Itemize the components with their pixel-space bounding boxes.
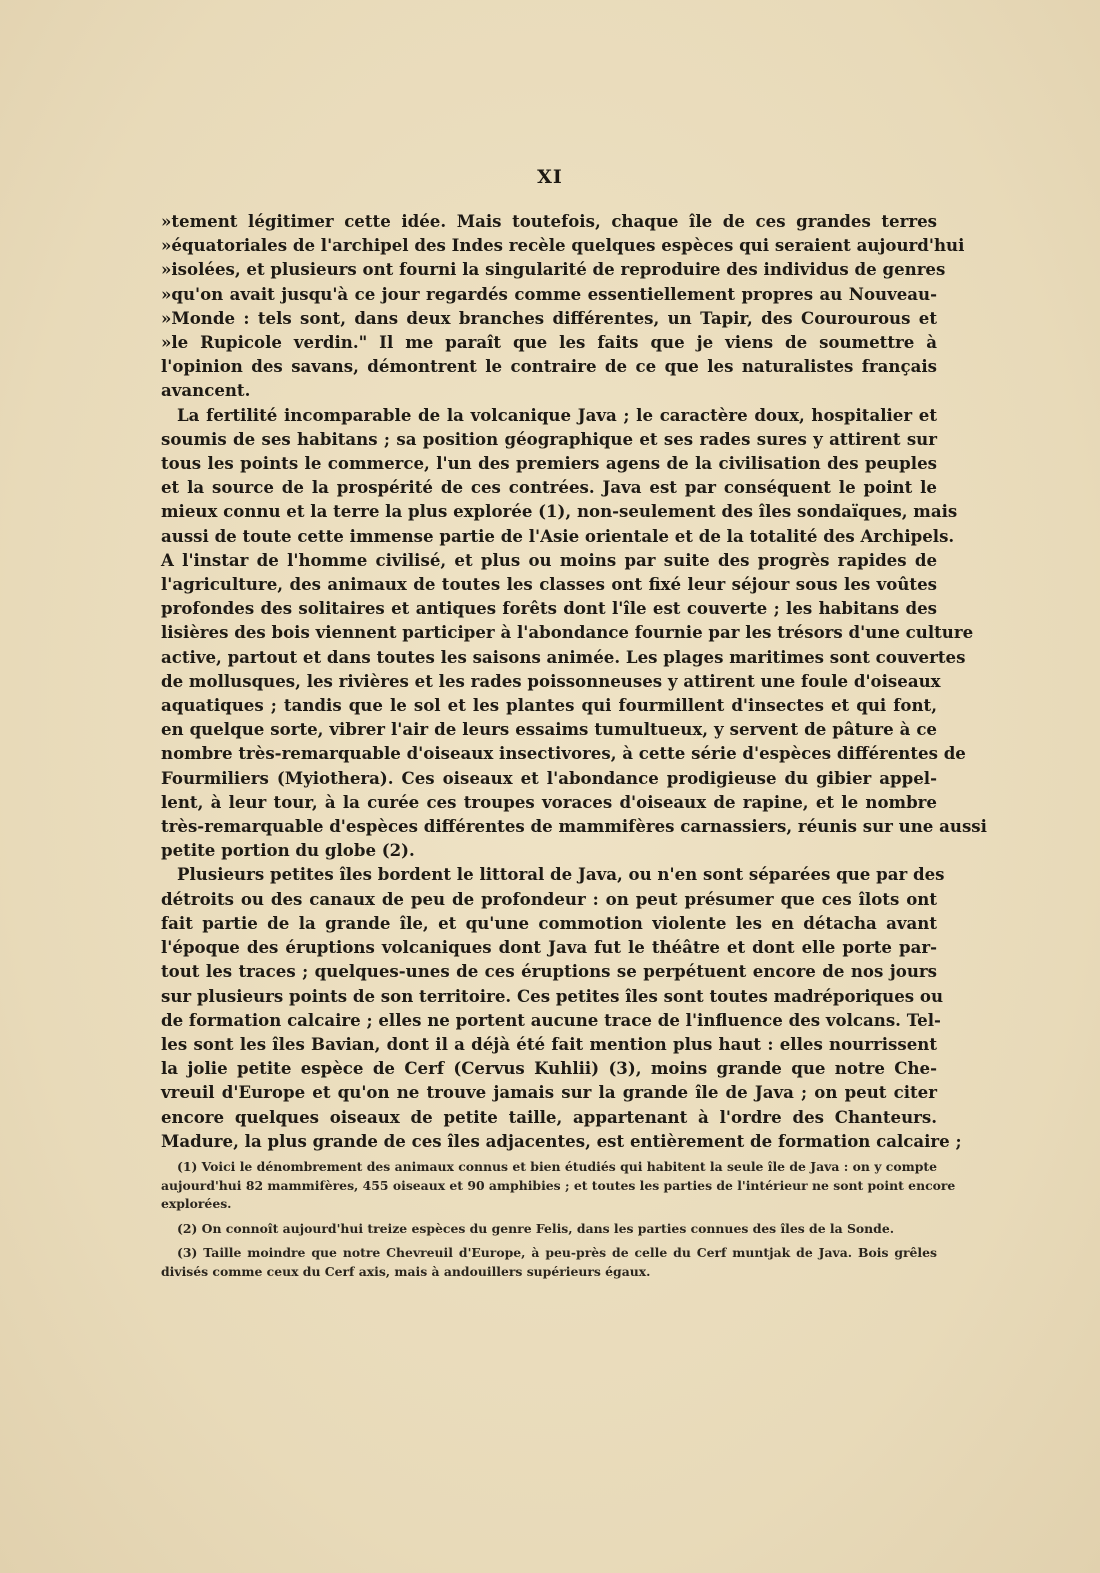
text-line: petite portion du globe (2). [161,840,415,861]
text-line: profondes des solitaires et antiques forêts dont l'île est couverte ; les habitans des [161,598,937,619]
text-line: mieux connu et la terre la plus explorée (1), non-seulement des îles sondaïques, mais [161,501,958,522]
text-line: lisières des bois viennent participer à l'abondance fournie par les trésors d'une culture [161,622,974,643]
text-line: détroits ou des canaux de peu de profondeur : on peut présumer que ces îlots ont [161,888,937,909]
text-line: vreuil d'Europe et qu'on ne trouve jamais sur la grande île de Java ; on peut citer [161,1082,937,1103]
text-line: de formation calcaire ; elles ne portent aucune trace de l'influence des volcans. Tel- [161,1009,941,1030]
text-line: les sont les îles Bavian, dont il a déjà été fait mention plus haut : elles nourrissent [161,1033,937,1054]
text-line: de mollusques, les rivières et les rades poissonneuses y attirent une foule d'oiseaux [161,670,941,691]
text-line: la jolie petite espèce de Cerf (Cervus Kuhlii) (3), moins grande que notre Che- [161,1058,937,1079]
text-line: lent, à leur tour, à la curée ces troupes voraces d'oiseaux de rapine, et le nombre [161,791,937,812]
text-line: aquatiques ; tandis que le sol et les plantes qui fourmillent d'insectes et qui font, [161,695,937,716]
text-line: fait partie de la grande île, et qu'une commotion violente les en détacha avant [161,912,937,933]
main-text [161,209,987,1153]
footnote-3-line: divisés comme ceux du Cerf axis, mais à andouillers supérieurs égaux. [161,1263,651,1279]
text-line: l'époque des éruptions volcaniques dont Java fut le théâtre et dont elle porte par- [161,937,937,958]
text-line: »Monde : tels sont, dans deux branches différentes, un Tapir, des Courourous et [161,307,937,328]
text-line: »équatoriales de l'archipel des Indes recèle quelques espèces qui seraient aujourd'hui [161,235,965,256]
paragraph-start-line: Plusieurs petites îles bordent le littoral de Java, ou n'en sont séparées que par des [177,864,945,885]
text-line: très-remarquable d'espèces différentes de mammifères carnassiers, réunis sur une aussi [161,816,987,837]
text-line: Madure, la plus grande de ces îles adjacentes, est entièrement de formation calcaire ; [161,1130,962,1151]
text-line: l'agriculture, des animaux de toutes les classes ont fixé leur séjour sous les voûtes [161,574,937,595]
footnote-3-line: (3) Taille moindre que notre Chevreuil d'Europe, à peu-près de celle du Cerf muntjak de Java. Bois grêles [177,1245,937,1261]
text-line: »qu'on avait jusqu'à ce jour regardés comme essentiellement propres au Nouveau- [161,283,937,304]
footnote-1-line: (1) Voici le dénombrement des animaux connus et bien étudiés qui habitent la seule île de Java : on y compte [177,1159,937,1174]
text-line: sur plusieurs points de son territoire. Ces petites îles sont toutes madréporiques ou [161,985,944,1006]
text-line: nombre très-remarquable d'oiseaux insectivores, à cette série d'espèces différentes de [161,743,966,764]
text-line: soumis de ses habitans ; sa position géographique et ses rades sures y attirent sur [161,428,937,449]
text-line: aussi de toute cette immense partie de l'Asie orientale et de la totalité des Archipels. [161,525,955,546]
text-line: »le Rupicole verdin." Il me paraît que les faits que je viens de soumettre à [161,332,937,353]
text-line: l'opinion des savans, démontrent le contraire de ce que les naturalistes français [161,356,937,377]
page-number: XI [537,166,563,188]
text-line: tout les traces ; quelques-unes de ces éruptions se perpétuent encore de nos jours [161,961,937,982]
footnotes [161,1158,956,1282]
text-line: en quelque sorte, vibrer l'air de leurs essaims tumultueux, y servent de pâture à ce [161,719,937,740]
text-line: active, partout et dans toutes les saisons animée. Les plages maritimes sont couvertes [161,646,966,667]
footnote-2-line: (2) On connoît aujourd'hui treize espèces du genre Felis, dans les parties connues des îles de la Sonde. [177,1220,895,1236]
text-line: tous les points le commerce, l'un des premiers agens de la civilisation des peuples [161,453,937,474]
text-line: encore quelques oiseaux de petite taille, appartenant à l'ordre des Chanteurs. [161,1106,937,1127]
text-line: Fourmiliers (Myiothera). Ces oiseaux et l'abondance prodigieuse du gibier appel- [161,767,937,788]
footnote-1-line: aujourd'hui 82 mammifères, 455 oiseaux et 90 amphibies ; et toutes les parties de l'intérieur ne sont point encore [161,1177,956,1193]
text-line: »tement légitimer cette idée. Mais toutefois, chaque île de ces grandes terres [161,211,937,231]
text-line: A l'instar de l'homme civilisé, et plus ou moins par suite des progrès rapides de [161,549,937,570]
footnote-1-line: explorées. [161,1196,232,1212]
text-line: »isolées, et plusieurs ont fourni la singularité de reproduire des individus de genres [161,259,946,280]
text-line: avancent. [161,380,251,401]
text-line: et la source de la prospérité de ces contrées. Java est par conséquent le point le [161,477,937,498]
paragraph-start-line: La fertilité incomparable de la volcanique Java ; le caractère doux, hospitalier et [177,404,937,425]
